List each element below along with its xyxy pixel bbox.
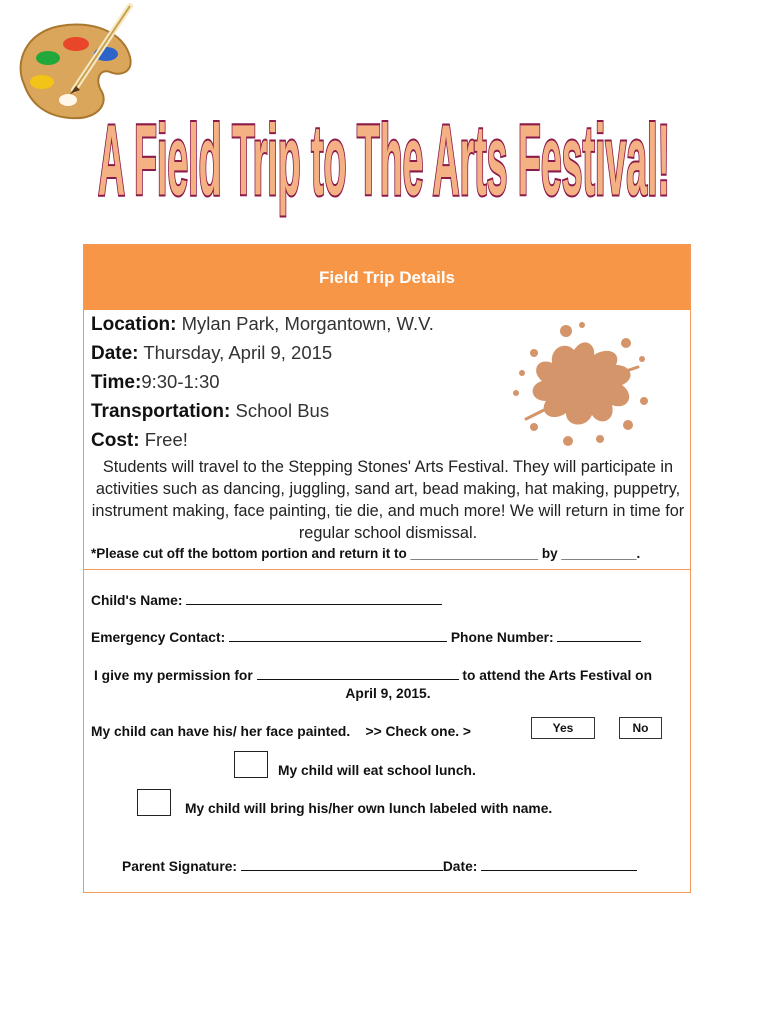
own-lunch-label: My child will bring his/her own lunch labeled with name. [185,801,553,816]
field-trip-card [83,244,691,893]
permission-date: April 9, 2015. [345,686,431,701]
cut-divider [84,569,690,570]
return-instructions: *Please cut off the bottom portion and return it to _________________ by __________. [91,546,641,561]
time-row [91,371,220,394]
transportation-label: Transportation: [91,401,231,422]
transportation-row [91,400,329,423]
transportation-value: School Bus [235,400,330,421]
yes-button[interactable]: Yes [531,717,595,739]
parent-signature-field[interactable] [241,858,443,871]
title-text: A Field Trip to The Arts Festival! [97,103,670,217]
location-label: Location: [91,314,177,335]
time-label: Time: [91,372,142,393]
date-value: Thursday, April 9, 2015 [143,342,333,363]
date-label: Date: [91,343,139,364]
school-lunch-checkbox[interactable] [234,751,268,778]
face-paint-label: My child can have his/ her face painted. [91,724,351,739]
permission-label: I give my permission for [94,668,253,683]
details-header: Field Trip Details [84,245,690,310]
date-row [91,342,332,365]
signature-row [122,858,637,874]
signature-date-field[interactable] [481,858,637,871]
page-title [84,80,684,230]
emergency-contact-label: Emergency Contact: [91,630,226,645]
phone-number-label: Phone Number: [450,630,554,645]
child-name-label: Child's Name: [91,593,183,608]
child-name-row [91,592,442,608]
emergency-row [91,629,641,645]
location-value: Mylan Park, Morgantown, W.V. [181,313,434,334]
child-name-field[interactable] [186,592,442,605]
phone-number-field[interactable] [557,629,641,642]
cost-label: Cost: [91,430,140,451]
paint-splat-icon [504,315,654,450]
check-one-label: >> Check one. > [365,724,471,739]
cost-value: Free! [144,429,188,450]
location-row [91,313,434,336]
parent-signature-label: Parent Signature: [122,859,237,874]
cost-row [91,429,188,452]
permission-suffix: to attend the Arts Festival on [462,668,653,683]
time-value: 9:30-1:30 [141,371,220,392]
permission-row [94,667,652,683]
no-button[interactable]: No [619,717,662,739]
trip-description: Students will travel to the Stepping Stones' Arts Festival. They will participate in activities such as dancing, juggling, sand art, bead making, hat making, puppetry, instrument making, face painting, tie die, and much more! We will return in time for regular school dismissal. [91,458,685,542]
emergency-contact-field[interactable] [229,629,447,642]
face-paint-row [91,724,471,739]
own-lunch-checkbox[interactable] [137,789,171,816]
permission-name-field[interactable] [257,667,459,680]
school-lunch-label: My child will eat school lunch. [278,763,476,778]
signature-date-label: Date: [442,859,478,874]
